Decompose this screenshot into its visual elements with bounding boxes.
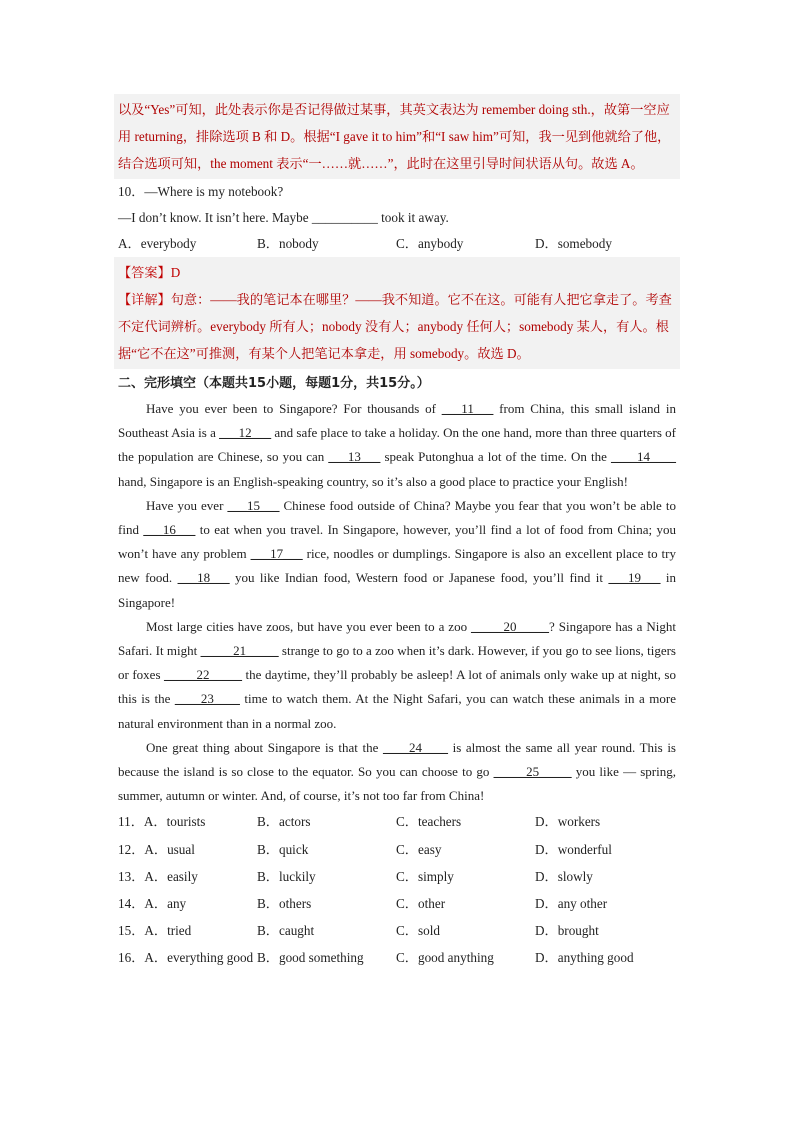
answer-label: 【答案】 [118,265,171,280]
q10-answer-box [114,257,680,369]
blank-slot: _____25_____ [493,764,572,780]
choice-option-c: C．sold [396,923,440,939]
q10-stem-line2: —I don’t know. It isn’t here. Maybe __________ took it away. [118,210,449,225]
question-number: 14． [118,896,145,912]
choice-option-c: C．easy [396,841,442,857]
choice-option-d: D．workers [535,814,601,830]
choice-cell-a [118,944,257,971]
choice-option-b: B．luckily [257,868,316,884]
choice-row [118,890,676,917]
cloze-passage [118,397,676,808]
section-title: 二、完形填空（本题共15小题，每题1分，共15分。） [118,376,430,391]
passage-text: Have you ever [146,497,228,513]
choice-option-a: A．any [144,896,187,912]
exam-page [118,94,676,972]
passage-text: hand, Singapore is an English-speaking country, so it’s also a good place to practice your English! [118,473,629,489]
blank-slot: ___18___ [177,570,230,586]
choice-cell-a [118,863,257,890]
choice-option-b: B．others [257,896,312,912]
choice-option-d: D．brought [535,923,599,939]
choice-row [118,944,676,971]
passage-text: time to watch them. At the Night Safari, you can watch these animals in a more natural environment than in a normal zoo. [118,691,677,731]
q10-option-c: C．anybody [396,236,464,251]
passage-text: you like — spring, summer, autumn or winter. And, of course, it’s not too far from China! [118,764,676,804]
choice-option-c: C．good anything [396,950,494,966]
choices-list [118,808,676,971]
blank-slot: ____23____ [174,691,240,707]
passage-text: from China, this small island in Southeast Asia is a [118,401,676,441]
answer-value: D [170,265,181,280]
q10-option-b: B．nobody [257,236,319,251]
q10-stem-line1: 10．—Where is my notebook? [118,184,284,199]
choice-option-b: B．caught [257,923,315,939]
blank-slot: _____20_____ [471,618,550,634]
question-number: 15． [118,923,145,939]
blank-slot: ____24____ [382,739,448,755]
passage-text: the daytime, they’ll probably be asleep! A lot of animals only wake up at night, so this is the [118,667,676,707]
choice-option-b: B．quick [257,841,309,857]
choice-row [118,917,676,944]
q10-option-d: D．somebody [535,236,612,251]
passage-text: you like Indian food, Western food or Japanese food, you’ll find it [229,570,609,586]
q10-answer-line [118,259,676,286]
passage-text: ? Singapore has a Night Safari. It might [118,618,676,659]
passage-paragraph [118,736,676,809]
choice-cell-a [118,890,257,917]
q9-explanation-text: 以及“Yes”可知，此处表示你是否记得做过某事，其英文表达为 remember doing sth.，故第一空应用 returning，排除选项 B 和 D。根据“I gave it to him”和“I saw him”可知，我一见到他就给了他，结合选项可知，the moment 表示“一……就……”，此时在这里引导时间状语从句。故选 A。 [118,102,671,171]
blank-slot: _____21_____ [200,643,279,659]
choice-option-d: D．slowly [535,868,593,884]
choice-cell-a [118,917,257,944]
choice-row [118,863,676,890]
choice-cell-a [118,808,257,835]
detail-text: 句意：——我的笔记本在哪里？——我不知道。它不在这。可能有人把它拿走了。考查不定代词辨析。everybody 所有人；nobody 没有人；anybody 任何人；somebody 某人，有人。根据“它不在这”可推测，有某个人把笔记本拿走，用 somebody。故选 D。 [118,292,672,361]
passage-text: speak Putonghua a lot of the time. On the [380,449,611,465]
question-number: 11． [118,814,144,830]
blank-slot: ___11___ [441,401,494,416]
q10-options [118,231,676,257]
choice-row [118,836,676,863]
passage-paragraph [118,615,676,736]
blank-slot: ___12___ [219,425,272,441]
passage-text: in Singapore! [118,570,676,610]
blank-slot: ___16___ [143,522,196,538]
blank-slot: ___15___ [227,497,280,513]
choice-option-c: C．simply [396,868,454,884]
choice-option-b: B．good something [257,950,364,966]
passage-text: strange to go to a zoo when it’s dark. However, if you go to see lions, tigers or foxes [118,643,676,683]
choice-option-d: D．any other [535,896,608,912]
choice-option-a: A．tourists [143,814,206,830]
blank-slot: ____14____ [611,449,676,465]
choice-cell-a [118,836,257,863]
blank-slot: ___19___ [608,570,661,586]
passage-text: Chinese food outside of China? Maybe you fear that you won’t be able to find [118,497,676,538]
choice-option-b: B．actors [257,814,311,830]
question-number: 13． [118,868,145,884]
passage-text: Have you ever been to Singapore? For thousands of [146,401,442,416]
question-number: 16． [118,950,145,966]
passage-paragraph [118,494,676,615]
q10-detail [118,286,676,367]
choice-option-c: C．teachers [396,814,462,830]
blank-slot: _____22_____ [164,667,243,683]
passage-text: Most large cities have zoos, but have you ever been to a zoo [146,618,472,634]
choice-option-a: A．everything good [144,950,254,966]
blank-slot: ___17___ [250,546,303,562]
blank-slot: ___13___ [328,449,381,465]
choice-option-d: D．anything good [535,950,634,966]
choice-option-c: C．other [396,896,446,912]
choice-option-a: A．easily [144,868,198,884]
detail-label: 【详解】 [118,292,171,307]
choice-option-a: A．usual [144,841,195,857]
choice-row [118,808,676,835]
choice-option-d: D．wonderful [535,841,612,857]
passage-paragraph [118,397,676,494]
question-number: 12． [118,841,145,857]
q9-explanation-box [114,94,680,179]
passage-text: to eat when you travel. In Singapore, however, you’ll find a lot of food from China; you won’t have any problem [118,522,676,562]
passage-text: One great thing about Singapore is that the [146,739,383,755]
passage-text: and safe place to take a holiday. On the one hand, more than three quarters of the population are Chinese, so you can [118,425,676,465]
passage-text: is almost the same all year round. This is because the island is so close to the equator. So you can choose to go [118,739,676,780]
q10-option-a: A．everybody [118,236,197,251]
passage-text: rice, noodles or dumplings. Singapore is also an excellent place to try new food. [118,546,676,586]
choice-option-a: A．tried [144,923,192,939]
